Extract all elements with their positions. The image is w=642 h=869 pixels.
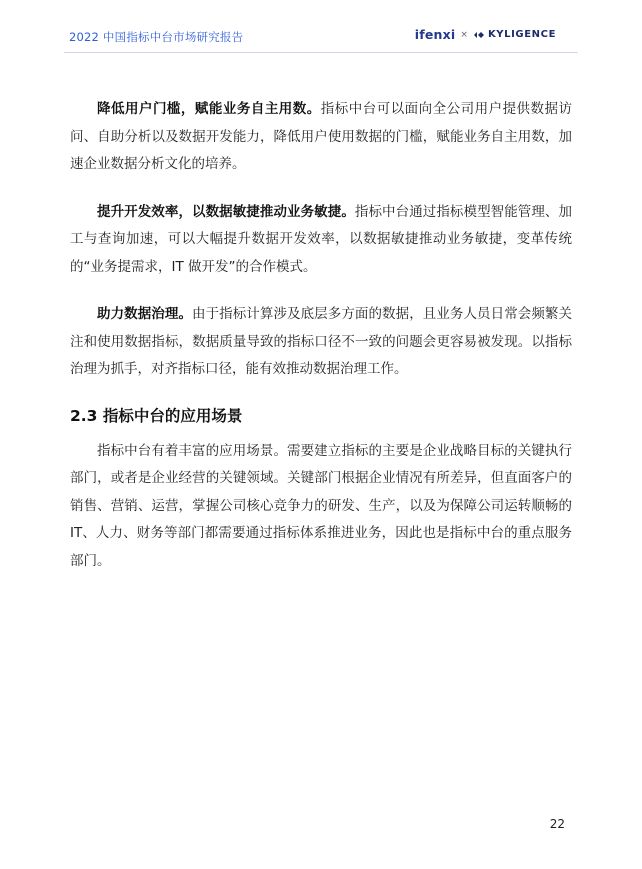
- report-title: 2022 中国指标中台市场研究报告: [69, 30, 244, 44]
- kyligence-mark-icon: [473, 30, 485, 40]
- page-content: [70, 96, 572, 595]
- ifenxi-logo: ifenxi: [414, 27, 456, 42]
- section-paragraph: 指标中台有着丰富的应用场景。需要建立指标的主要是企业战略目标的关键执行部门，或者是企业经营的关键领域。关键部门根据企业情况有所差异，但直面客户的销售、营销、运营，掌握公司核心竞争力的研发、生产，以及为保障公司运转顺畅的 IT、人力、财务等部门都需要通过指标体系推进业务，因此也是指标中台的重点服务部门。: [70, 442, 572, 569]
- paragraph-lead: 提升开发效率，以数据敏捷推动业务敏捷。: [97, 203, 355, 220]
- paragraph-lead: 助力数据治理。: [97, 306, 193, 322]
- page-number: 22: [549, 817, 565, 831]
- kyligence-logo: [473, 29, 556, 40]
- kyligence-wordmark: KYLIGENCE: [487, 29, 556, 40]
- paragraph-body: 指标中台可以面向全公司用户提供数据访问、自助分析以及数据开发能力，降低用户使用数据的门槛，赋能业务自主用数，加速企业数据分析文化的培养。: [70, 101, 573, 172]
- section-heading: 2.3 指标中台的应用场景: [70, 406, 243, 425]
- paragraph-body: 由于指标计算涉及底层多方面的数据，且业务人员日常会频繁关注和使用数据指标，数据质量导致的指标口径不一致的问题会更容易被发现。以指标治理为抓手，对齐指标口径，能有效推动数据治理工作。: [70, 306, 573, 377]
- paragraph-lead: 降低用户门槛，赋能业务自主用数。: [97, 101, 321, 117]
- paragraph-efficiency: [70, 199, 572, 282]
- paragraph-lower-threshold: [70, 96, 572, 179]
- paragraph-governance: [70, 301, 572, 384]
- logo-separator: ×: [460, 29, 468, 40]
- header-logos: [415, 27, 556, 42]
- paragraph-body: 指标中台通过指标模型智能管理、加工与查询加速，可以大幅提升数据开发效率，以数据敏捷推动业务敏捷，变革传统的“业务提需求，IT 做开发”的合作模式。: [70, 203, 573, 275]
- header-divider: [64, 52, 578, 53]
